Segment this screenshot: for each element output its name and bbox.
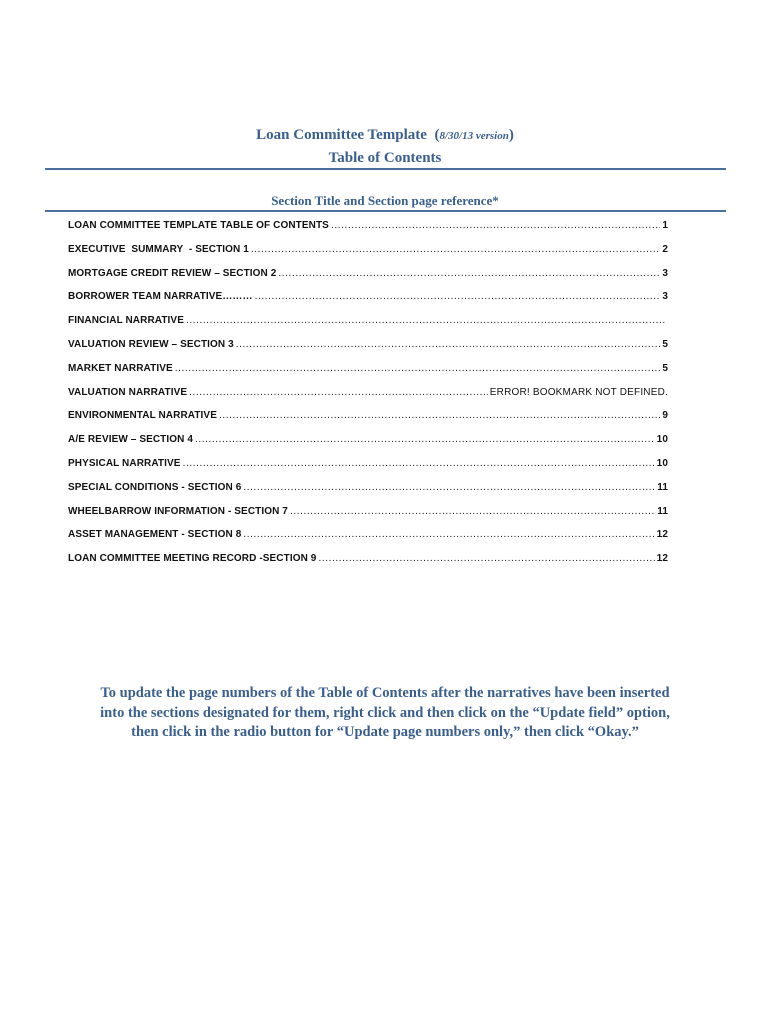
toc-entry[interactable] xyxy=(68,339,668,363)
toc-entry[interactable] xyxy=(68,458,668,482)
toc-entry-page: 3 xyxy=(662,291,668,303)
title-divider xyxy=(45,168,726,170)
toc-entry-label: SPECIAL CONDITIONS - SECTION 6 xyxy=(68,481,242,493)
toc-entry-label: BORROWER TEAM NARRATIVE……… xyxy=(68,291,253,303)
toc-entry[interactable] xyxy=(68,220,668,244)
toc-entry-page: 5 xyxy=(662,362,668,374)
toc-entry[interactable] xyxy=(68,291,668,315)
toc-entry[interactable] xyxy=(68,410,668,434)
dot-leader xyxy=(290,506,655,517)
toc-entry-page: 9 xyxy=(662,410,668,422)
toc-heading: Table of Contents xyxy=(328,150,442,166)
toc-entry[interactable] xyxy=(68,363,668,387)
update-instructions: To update the page numbers of the Table of Contents after the narratives have been inserted into the sections designated for them, right click and then click on the “Update field” option, then click in the radio button for “Update page numbers only,” then click “Okay.” xyxy=(100,685,670,740)
section-header: Section Title and Section page reference* xyxy=(271,193,499,208)
title-line xyxy=(0,124,770,147)
toc-entry[interactable] xyxy=(68,315,668,339)
toc-entry[interactable] xyxy=(68,268,668,292)
toc-entry-label: LOAN COMMITTEE TEMPLATE TABLE OF CONTENTS xyxy=(68,220,329,231)
version-label: 8/30/13 version xyxy=(439,130,509,142)
dot-leader xyxy=(183,458,655,469)
dot-leader xyxy=(175,363,661,374)
dot-leader xyxy=(186,315,666,326)
toc-entry[interactable] xyxy=(68,506,668,530)
toc-entry-label: VALUATION NARRATIVE xyxy=(68,386,188,398)
toc-entry-page: 2 xyxy=(662,243,668,255)
toc-entry-page: 11 xyxy=(657,481,668,493)
dot-leader xyxy=(251,244,660,255)
toc-entry[interactable] xyxy=(68,553,668,577)
toc-entry-page: 10 xyxy=(656,457,668,469)
dot-leader xyxy=(243,482,655,493)
toc-entry-label: WHEELBARROW INFORMATION - SECTION 7 xyxy=(68,505,288,517)
document-title xyxy=(0,124,770,169)
toc-entry[interactable] xyxy=(68,529,668,553)
dot-leader xyxy=(195,434,655,445)
toc-entry-page: 10 xyxy=(656,434,668,446)
toc-entry-label: ENVIRONMENTAL NARRATIVE xyxy=(68,410,217,422)
toc-entry-label: VALUATION REVIEW – SECTION 3 xyxy=(68,338,234,350)
toc-entry-page: ERROR! BOOKMARK NOT DEFINED. xyxy=(489,386,668,398)
toc-entry-page: 5 xyxy=(662,338,668,350)
toc-entry-label: FINANCIAL NARRATIVE xyxy=(68,315,184,327)
dot-leader xyxy=(331,220,660,231)
version-close-paren: ) xyxy=(508,127,514,143)
toc-entry-label: MORTGAGE CREDIT REVIEW – SECTION 2 xyxy=(68,267,277,279)
toc-entry[interactable] xyxy=(68,482,668,506)
version-open-paren: ( xyxy=(434,127,440,143)
dot-leader xyxy=(318,553,654,564)
toc-entry-page: 12 xyxy=(656,553,668,565)
toc-entry-label: ASSET MANAGEMENT - SECTION 8 xyxy=(68,529,242,541)
dot-leader xyxy=(278,268,660,279)
toc-entry[interactable] xyxy=(68,244,668,268)
dot-leader xyxy=(243,529,654,540)
toc-entry-label: PHYSICAL NARRATIVE xyxy=(68,457,181,469)
dot-leader xyxy=(189,387,488,398)
toc-entry-page: 11 xyxy=(657,505,668,517)
dot-leader xyxy=(255,291,661,302)
section-divider xyxy=(45,210,726,212)
toc-entry[interactable] xyxy=(68,434,668,458)
toc-entry-label: EXECUTIVE SUMMARY - SECTION 1 xyxy=(68,243,249,255)
toc-entry-label: LOAN COMMITTEE MEETING RECORD -SECTION 9 xyxy=(68,553,317,565)
toc-entry-page: 12 xyxy=(656,529,668,541)
toc-entry-page: 1 xyxy=(662,220,668,231)
toc-list xyxy=(68,220,668,577)
toc-entry-label: A/E REVIEW – SECTION 4 xyxy=(68,434,194,446)
toc-entry-page: 3 xyxy=(662,267,668,279)
toc-entry[interactable] xyxy=(68,387,668,411)
template-title: Loan Committee Template xyxy=(256,127,427,143)
dot-leader xyxy=(236,339,661,350)
toc-entry-label: MARKET NARRATIVE xyxy=(68,362,173,374)
dot-leader xyxy=(219,410,660,421)
